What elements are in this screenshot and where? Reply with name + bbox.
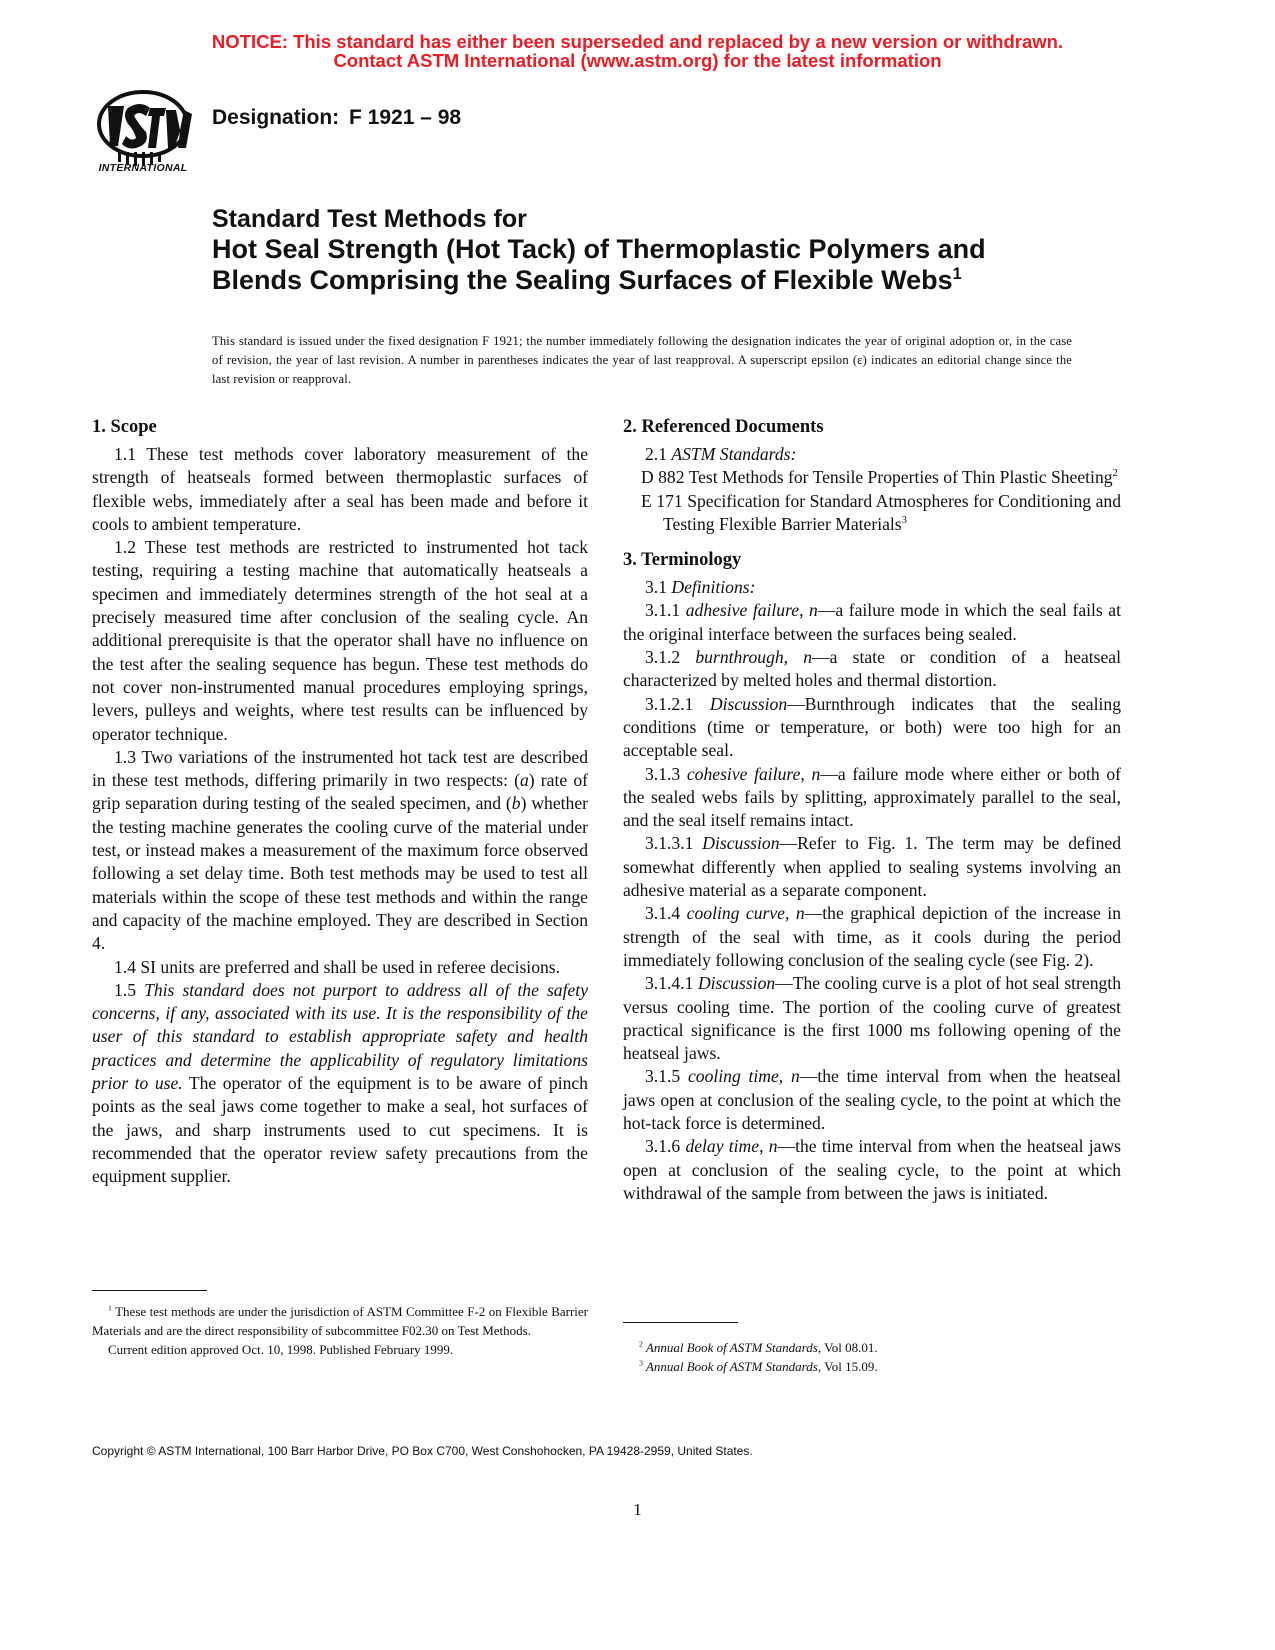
superseded-notice [0, 32, 1275, 70]
term-number: 3.1.6 [645, 1136, 686, 1157]
title-footnote-ref: 1 [952, 265, 962, 283]
scope-1-3-item-b: b [511, 793, 521, 814]
scope-1-3-part-a: 1.3 Two variations of the instrumented hot tack test are described in these test methods, differing primarily in two respects: ( [92, 746, 588, 791]
footnote-1 [92, 1302, 588, 1340]
footnote-3-volume: , Vol 15.09. [817, 1359, 878, 1374]
term-adhesive-failure [623, 599, 1121, 646]
notice-line-1: NOTICE: This standard has either been superseded and replaced by a new version or withdrawn. [211, 31, 1064, 52]
term-label: cooling curve, n [686, 903, 805, 924]
term-cooling-time [623, 1065, 1121, 1135]
reference-d882 [623, 466, 1121, 489]
footnotes-right [623, 1338, 1121, 1376]
discussion-label: Discussion [709, 693, 788, 714]
term-number: 3.1.1 [645, 600, 686, 621]
astm-standards-subheading [623, 443, 1121, 466]
discussion-text: —The cooling curve is a plot of hot seal strength versus cooling time. The portion of the cooling curve of greatest practical significance is the first 1000 ms following opening of the heatseal jaws. [623, 973, 1121, 1064]
term-definition: —the time interval from when the heatseal jaws open at conclusion of the sealing cycle, to the point at which the hot-tack force is determined. [623, 1066, 1121, 1134]
term-definition: —a state or condition of a heatseal characterized by melted holes and thermal distortion. [623, 647, 1121, 691]
scope-1-4: 1.4 SI units are preferred and shall be used in referee decisions. [114, 956, 561, 977]
term-label: adhesive failure, n [685, 600, 818, 621]
discussion-number: 3.1.2.1 [645, 693, 710, 714]
astm-standards-title: ASTM Standards: [671, 444, 797, 464]
term-definition: —the graphical depiction of the increase in strength of the seal with time, as it cools during the period immediately following conclusion of the sealing cycle (see Fig. 2). [623, 903, 1121, 970]
scope-1-5-rest: The operator of the equipment is to be aware of pinch points as the seal jaws come together to make a seal, hot surfaces of the jaws, and sharp instruments used to cut specimens. It is recommended that the operator review safety precautions from the equipment supplier. [92, 1073, 588, 1187]
title-line-3-text: Blends Comprising the Sealing Surfaces of Flexible Webs [212, 265, 953, 295]
scope-1-3-part-b: ) rate of grip separation during testing of the sealed specimen, and ( [92, 770, 588, 814]
footnotes-left [92, 1302, 588, 1359]
term-label: delay time, n [685, 1136, 778, 1157]
edition-note: Current edition approved Oct. 10, 1998. Published February 1999. [108, 1342, 454, 1357]
footnote-1-text: These test methods are under the jurisdiction of ASTM Committee F-2 on Flexible Barrier Materials and are the direct responsibility of subcommittee F02.30 on Test Methods. [92, 1304, 588, 1338]
term-label: cohesive failure, n [686, 763, 821, 784]
scope-1-2: 1.2 These test methods are restricted to instrumented hot tack testing, requiring a testing machine that automatically heatseals a specimen and immediately determines strength of the hot seal at a precisely measured time after conclusion of the sealing cycle. An additional prerequisite is that the operator shall have no influence on the test after the sealing sequence has begun. These test methods do not cover non-instrumented manual procedures employing springs, levers, pulleys and weights, where test results can be influenced by operator technique. [92, 537, 588, 744]
discussion-label: Discussion [702, 833, 780, 854]
scope-1-3 [92, 746, 588, 956]
left-column [92, 415, 588, 1189]
term-label: burnthrough, n [695, 647, 813, 668]
term-burnthrough [623, 646, 1121, 693]
referenced-documents-heading: 2. Referenced Documents [623, 417, 824, 437]
discussion-number: 3.1.4.1 [645, 973, 698, 994]
copyright-line: Copyright © ASTM International, 100 Barr Harbor Drive, PO Box C700, West Conshohocken, PA 19428-2959, United States. [92, 1444, 753, 1458]
astm-standards-number: 2.1 [645, 444, 672, 464]
designation-label: Designation: [212, 106, 340, 129]
issuance-note: This standard is issued under the fixed designation F 1921; the number immediately following the designation indicates the year of original adoption or, in the case of revision, the year of last revision. A number in parentheses indicates the year of last reapproval. A superscript epsilon (ε) indicates an editorial change since the last revision or reapproval. [212, 334, 1072, 386]
designation [212, 106, 461, 130]
term-number: 3.1.2 [645, 647, 696, 668]
discussion-cooling-curve [623, 972, 1121, 1065]
scope-1-3-item-a: a [519, 770, 529, 791]
footnote-3 [623, 1357, 1121, 1376]
scope-1-3-part-c: ) whether the testing machine generates the cooling curve of the material under test, or instead makes a measurement of the maximum force observed following a set delay time. Both test methods may be used to test all materials within the scope of these test methods and within the range and capacity of the machine employed. They are described in Section 4. [92, 793, 588, 954]
terminology-heading: 3. Terminology [623, 550, 742, 571]
page-number: 1 [633, 1500, 642, 1519]
term-cohesive-failure [623, 763, 1121, 833]
footnote-3-mark: 3 [639, 1358, 643, 1368]
reference-e171-text: E 171 Specification for Standard Atmospheres for Conditioning and Testing Flexible Barrier Materials [641, 490, 1121, 534]
term-number: 3.1.4 [645, 903, 687, 924]
footnote-divider-right [623, 1322, 738, 1323]
scope-heading: 1. Scope [92, 417, 157, 437]
discussion-cohesive-failure [623, 832, 1121, 902]
footnote-2 [623, 1338, 1121, 1357]
discussion-burnthrough [623, 693, 1121, 763]
footnote-2-mark: 2 [639, 1339, 643, 1349]
term-definition: —a failure mode where either or both of the sealed webs fails by splitting, approximately parallel to the seal, and the seal itself remains intact. [623, 763, 1121, 831]
term-number: 3.1.3 [645, 763, 687, 784]
reference-e171-footnote: 3 [901, 515, 907, 527]
definitions-number: 3.1 [645, 577, 672, 598]
scope-1-5-safety-statement: This standard does not purport to address all of the safety concerns, if any, associated with its use. It is the responsibility of the user of this standard to establish appropriate safety and health practices and determine the applicability of regulatory limitations prior to use. [92, 979, 589, 1094]
term-delay-time [623, 1135, 1121, 1205]
footnote-divider-left [92, 1290, 207, 1291]
term-definition: —a failure mode in which the seal fails at the original interface between the surfaces being sealed. [623, 600, 1121, 644]
right-column [623, 415, 1121, 1205]
scope-1-5-number: 1.5 [114, 979, 145, 1000]
term-definition: —the time interval from when the heatseal jaws open at conclusion of the sealing cycle, to the point at which withdrawal of the sample from between the jaws is initiated. [623, 1136, 1121, 1203]
scope-1-5 [92, 979, 588, 1189]
definitions-title: Definitions: [671, 577, 756, 598]
logo-caption: INTERNATIONAL [98, 162, 188, 174]
document-title [212, 205, 1092, 296]
reference-d882-footnote: 2 [1112, 468, 1118, 480]
designation-value: F 1921 – 98 [349, 106, 462, 129]
discussion-text: —Burnthrough indicates that the sealing conditions (time or temperature, or both) were too high for an acceptable seal. [623, 693, 1121, 761]
title-line-3 [212, 265, 1092, 296]
term-cooling-curve [623, 902, 1121, 972]
footnote-2-volume: , Vol 08.01. [817, 1340, 878, 1355]
scope-1-1: 1.1 These test methods cover laboratory measurement of the strength of heatseals formed between thermoplastic surfaces of flexible webs, immediately after a seal has been made and before it cools to ambient temperature. [92, 444, 588, 534]
reference-e171 [623, 490, 1121, 537]
discussion-label: Discussion [697, 973, 776, 994]
discussion-text: —Refer to Fig. 1. The term may be defined somewhat differently when applied to sealing systems involving an adhesive material as a separate component. [623, 833, 1122, 901]
definitions-subheading [623, 576, 1121, 599]
title-line-1: Standard Test Methods for [212, 205, 527, 233]
discussion-number: 3.1.3.1 [645, 833, 703, 854]
footnote-2-book: Annual Book of ASTM Standards [642, 1340, 818, 1355]
term-number: 3.1.5 [645, 1066, 688, 1087]
notice-line-2: Contact ASTM International (www.astm.org) for the latest information [333, 50, 942, 71]
reference-d882-text: D 882 Test Methods for Tensile Properties of Thin Plastic Sheeting [641, 467, 1113, 488]
footnote-3-book: Annual Book of ASTM Standards [642, 1359, 818, 1374]
title-line-2: Hot Seal Strength (Hot Tack) of Thermoplastic Polymers and [212, 234, 986, 264]
term-label: cooling time, n [687, 1066, 800, 1087]
footnote-1-mark: 1 [108, 1303, 112, 1313]
